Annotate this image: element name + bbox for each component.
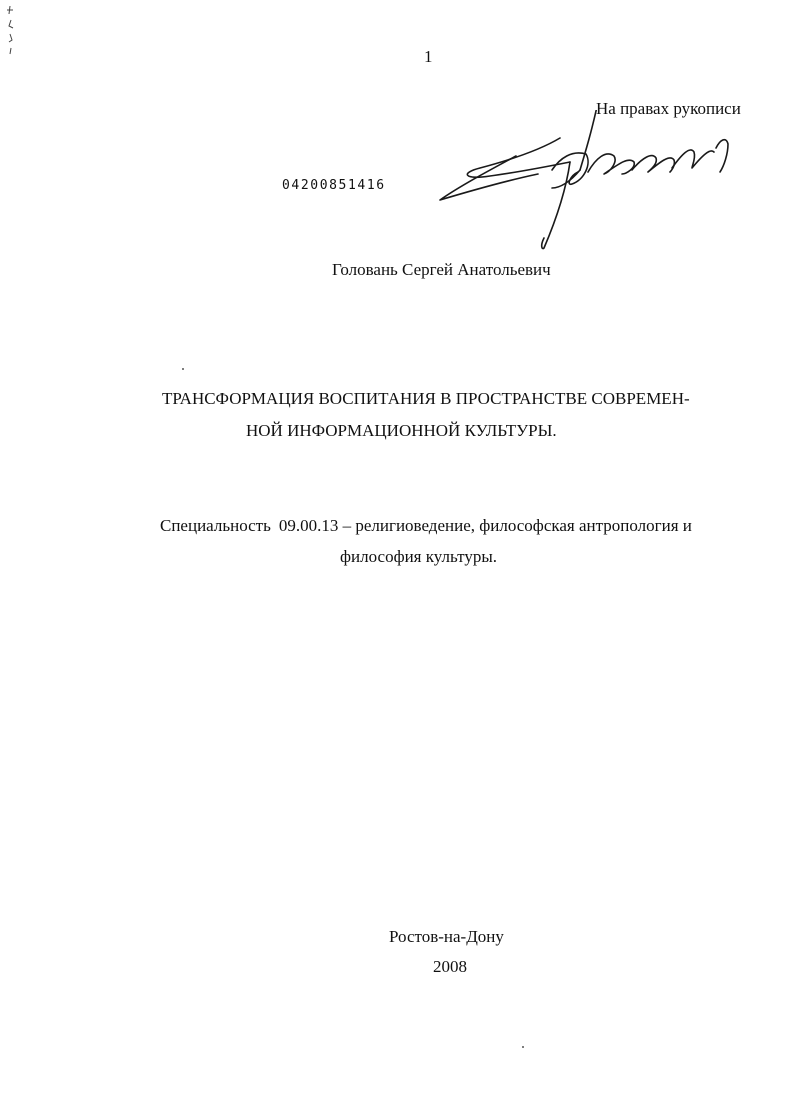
specialty-description-continued: философия культуры.: [340, 547, 497, 566]
scan-speck: [522, 1046, 524, 1048]
specialty-label: Специальность: [160, 516, 271, 535]
inventory-number: 04200851416: [282, 178, 386, 193]
author-name: Головань Сергей Анатольевич: [332, 260, 551, 279]
specialty-line: [160, 516, 692, 536]
page-number: 1: [424, 47, 433, 66]
margin-pencil-marks: [4, 4, 18, 56]
manuscript-rights-note: На правах рукописи: [596, 99, 741, 118]
city: Ростов-на-Дону: [389, 927, 504, 946]
dissertation-title-line-2: НОЙ ИНФОРМАЦИОННОЙ КУЛЬТУРЫ.: [246, 421, 557, 440]
year: 2008: [433, 957, 467, 976]
dissertation-title-line-1: ТРАНСФОРМАЦИЯ ВОСПИТАНИЯ В ПРОСТРАНСТВЕ СОВРЕМЕН-: [162, 389, 690, 408]
specialty-code: 09.00.13: [278, 516, 339, 535]
specialty-description: – религиоведение, философская антропология и: [342, 516, 692, 535]
scan-speck: [182, 368, 184, 370]
handwritten-signature: [420, 110, 750, 260]
